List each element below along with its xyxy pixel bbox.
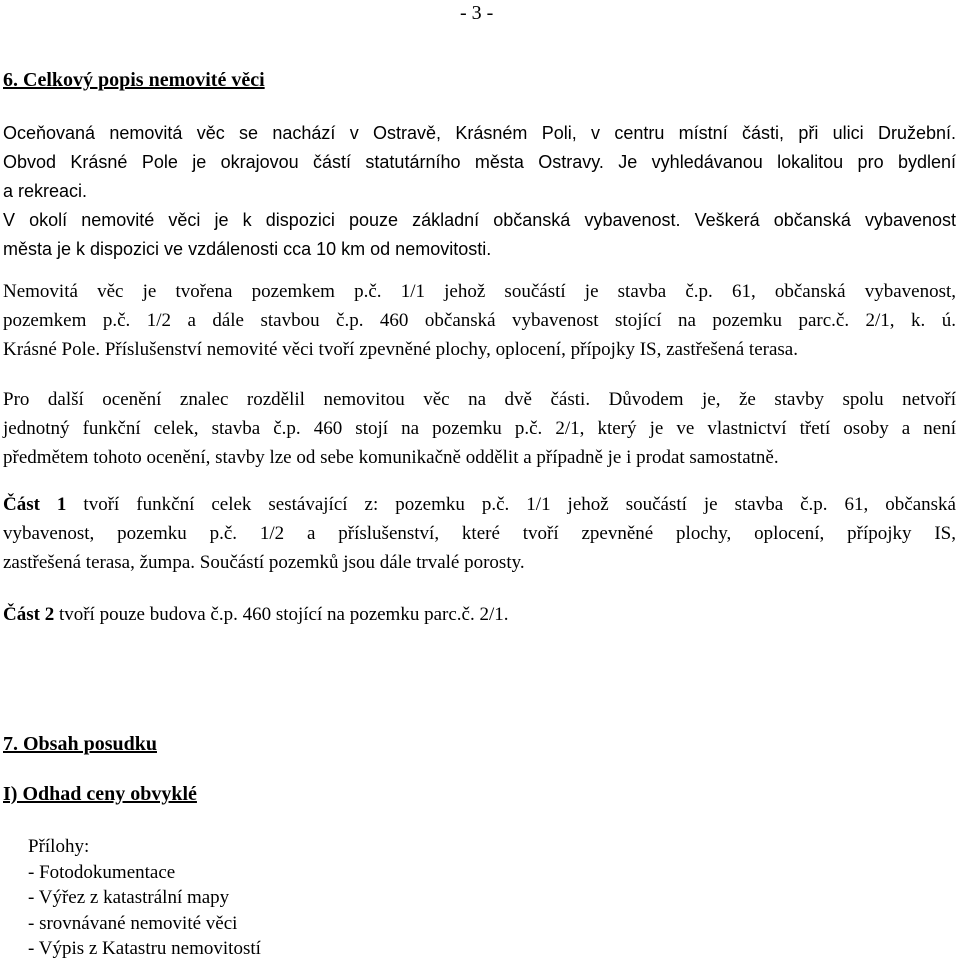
- part-2-label: Část 2: [3, 604, 55, 625]
- text-line: předmětem tohoto ocenění, stavby lze od sebe komunikačně oddělit a případně je i prodat samostatně.: [3, 447, 779, 468]
- page-number: - 3 -: [460, 2, 494, 24]
- text-line: Pro další ocenění znalec rozdělil nemovitou věc na dvě části. Důvodem je, že stavby spolu netvoří: [3, 389, 956, 410]
- attachments-title: Přílohy:: [28, 836, 90, 857]
- list-item: - Výřez z katastrální mapy: [28, 887, 230, 908]
- section-6-heading: 6. Celkový popis nemovité věci: [3, 69, 265, 91]
- description-paragraph-3: [3, 385, 956, 472]
- text-line: Oceňovaná nemovitá věc se nachází v Ostravě, Krásném Poli, v centru místní části, při ulici Družební.: [3, 123, 956, 143]
- description-paragraph-1: [3, 119, 956, 264]
- text-line: [3, 490, 956, 519]
- list-item: - Výpis z Katastru nemovitostí: [28, 938, 261, 959]
- list-item: - srovnávané nemovité věci: [28, 912, 238, 934]
- description-paragraph-2: [3, 277, 956, 364]
- text-line: jednotný funkční celek, stavba č.p. 460 stojí na pozemku p.č. 2/1, který je ve vlastnictví třetí osoby a není: [3, 418, 956, 439]
- part-2-paragraph: [3, 600, 509, 629]
- part-2-text: tvoří pouze budova č.p. 460 stojící na pozemku parc.č. 2/1.: [54, 604, 509, 625]
- text-line: Krásné Pole. Příslušenství nemovité věci tvoří zpevněné plochy, oplocení, přípojky IS, zastřešená terasa.: [3, 339, 798, 360]
- text-line: Obvod Krásné Pole je okrajovou částí statutárního města Ostravy. Je vyhledávanou lokalitou pro bydlení: [3, 152, 956, 172]
- text-line: V okolí nemovité věci je k dispozici pouze základní občanská vybavenost. Veškerá občanská vybavenost: [3, 210, 956, 230]
- text-line: pozemkem p.č. 1/2 a dále stavbou č.p. 460 občanská vybavenost stojící na pozemku parc.č. 2/1, k. ú.: [3, 310, 956, 331]
- text-line: Nemovitá věc je tvořena pozemkem p.č. 1/1 jehož součástí je stavba č.p. 61, občanská vybavenost,: [3, 281, 956, 302]
- text-line: zastřešená terasa, žumpa. Součástí pozemků jsou dále trvalé porosty.: [3, 552, 525, 573]
- text-line: vybavenost, pozemku p.č. 1/2 a příslušenství, které tvoří zpevněné plochy, oplocení, přípojky IS,: [3, 523, 956, 544]
- text-line: města je k dispozici ve vzdálenosti cca 10 km od nemovitosti.: [3, 239, 492, 259]
- list-item: - Fotodokumentace: [28, 861, 176, 883]
- section-7-heading: 7. Obsah posudku: [3, 733, 157, 755]
- attachments-list: [28, 834, 261, 962]
- section-7-subheading: I) Odhad ceny obvyklé: [3, 783, 197, 805]
- part-1-text: tvoří funkční celek sestávající z: pozemku p.č. 1/1 jehož součástí je stavba č.p. 61, občanská: [66, 494, 956, 515]
- text-line: a rekreaci.: [3, 181, 88, 201]
- part-1-paragraph: [3, 490, 956, 577]
- part-1-label: Část 1: [3, 494, 67, 515]
